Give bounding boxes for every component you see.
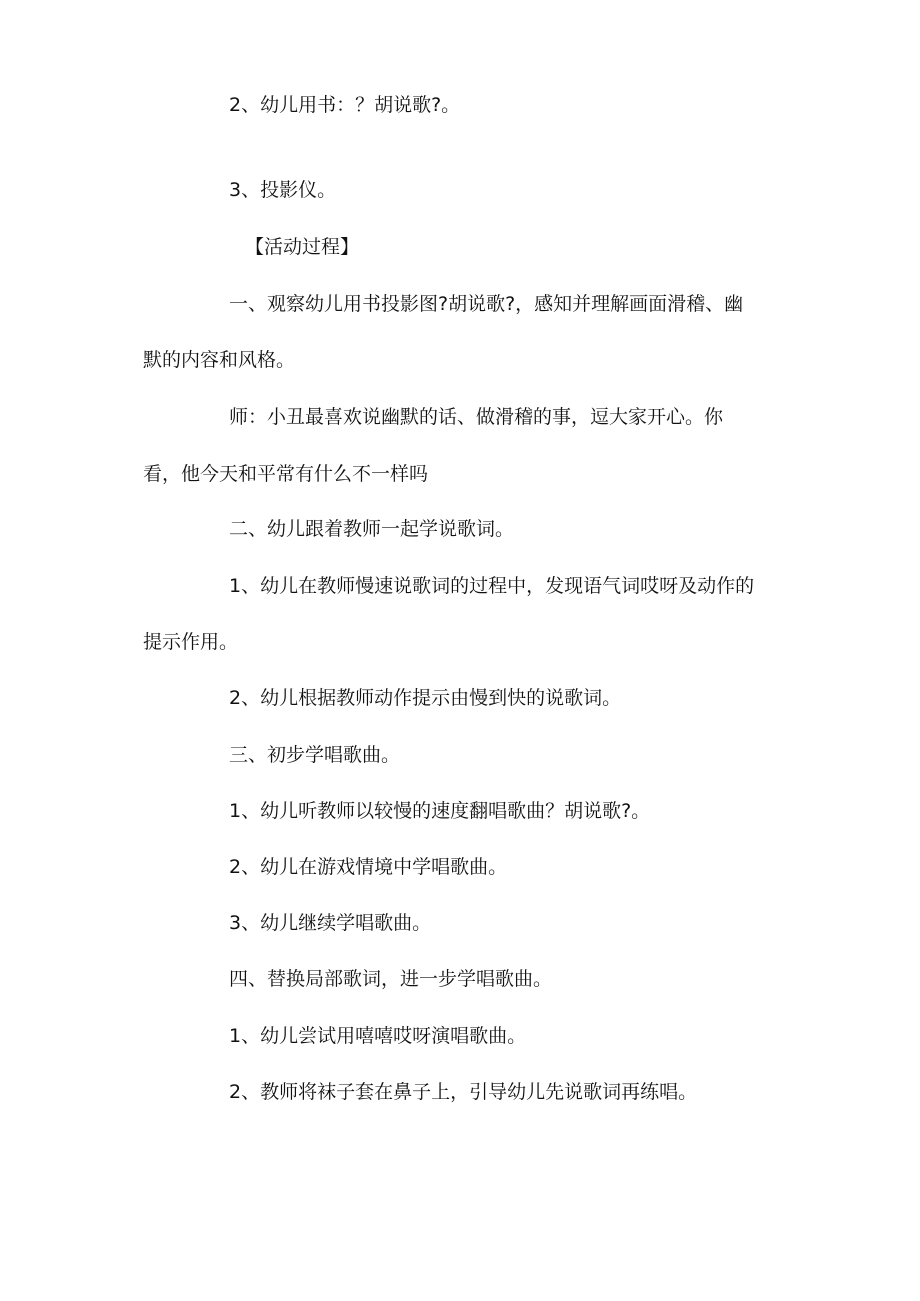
material-item-3: 3、投影仪。 <box>229 179 337 201</box>
step-1-heading-cont: 默的内容和风格。 <box>143 349 296 371</box>
step-2-item-2: 2、幼儿根据教师动作提示由慢到快的说歌词。 <box>229 687 622 709</box>
teacher-line-cont: 看，他今天和平常有什么不一样吗 <box>143 463 429 485</box>
step-4-item-2: 2、教师将袜子套在鼻子上，引导幼儿先说歌词再练唱。 <box>229 1081 698 1103</box>
step-2-heading: 二、幼儿跟着教师一起学说歌词。 <box>229 518 515 540</box>
step-3-heading: 三、初步学唱歌曲。 <box>229 744 401 766</box>
section-heading: 【活动过程】 <box>245 236 360 258</box>
step-4-item-1: 1、幼儿尝试用嘻嘻哎呀演唱歌曲。 <box>229 1025 527 1047</box>
step-2-item-1: 1、幼儿在教师慢速说歌词的过程中，发现语气词哎呀及动作的 <box>229 575 755 597</box>
step-3-item-1: 1、幼儿听教师以较慢的速度翻唱歌曲？胡说歌?。 <box>229 800 651 822</box>
material-item-2: 2、幼儿用书：？胡说歌?。 <box>229 94 461 116</box>
step-3-item-3: 3、幼儿继续学唱歌曲。 <box>229 912 432 934</box>
step-3-item-2: 2、幼儿在游戏情境中学唱歌曲。 <box>229 856 508 878</box>
step-1-heading: 一、观察幼儿用书投影图?胡说歌?，感知并理解画面滑稽、幽 <box>229 293 744 315</box>
step-2-item-1-cont: 提示作用。 <box>143 631 239 653</box>
step-4-heading: 四、替换局部歌词，进一步学唱歌曲。 <box>229 968 553 990</box>
teacher-line: 师：小丑最喜欢说幽默的话、做滑稽的事，逗大家开心。你 <box>229 406 724 428</box>
